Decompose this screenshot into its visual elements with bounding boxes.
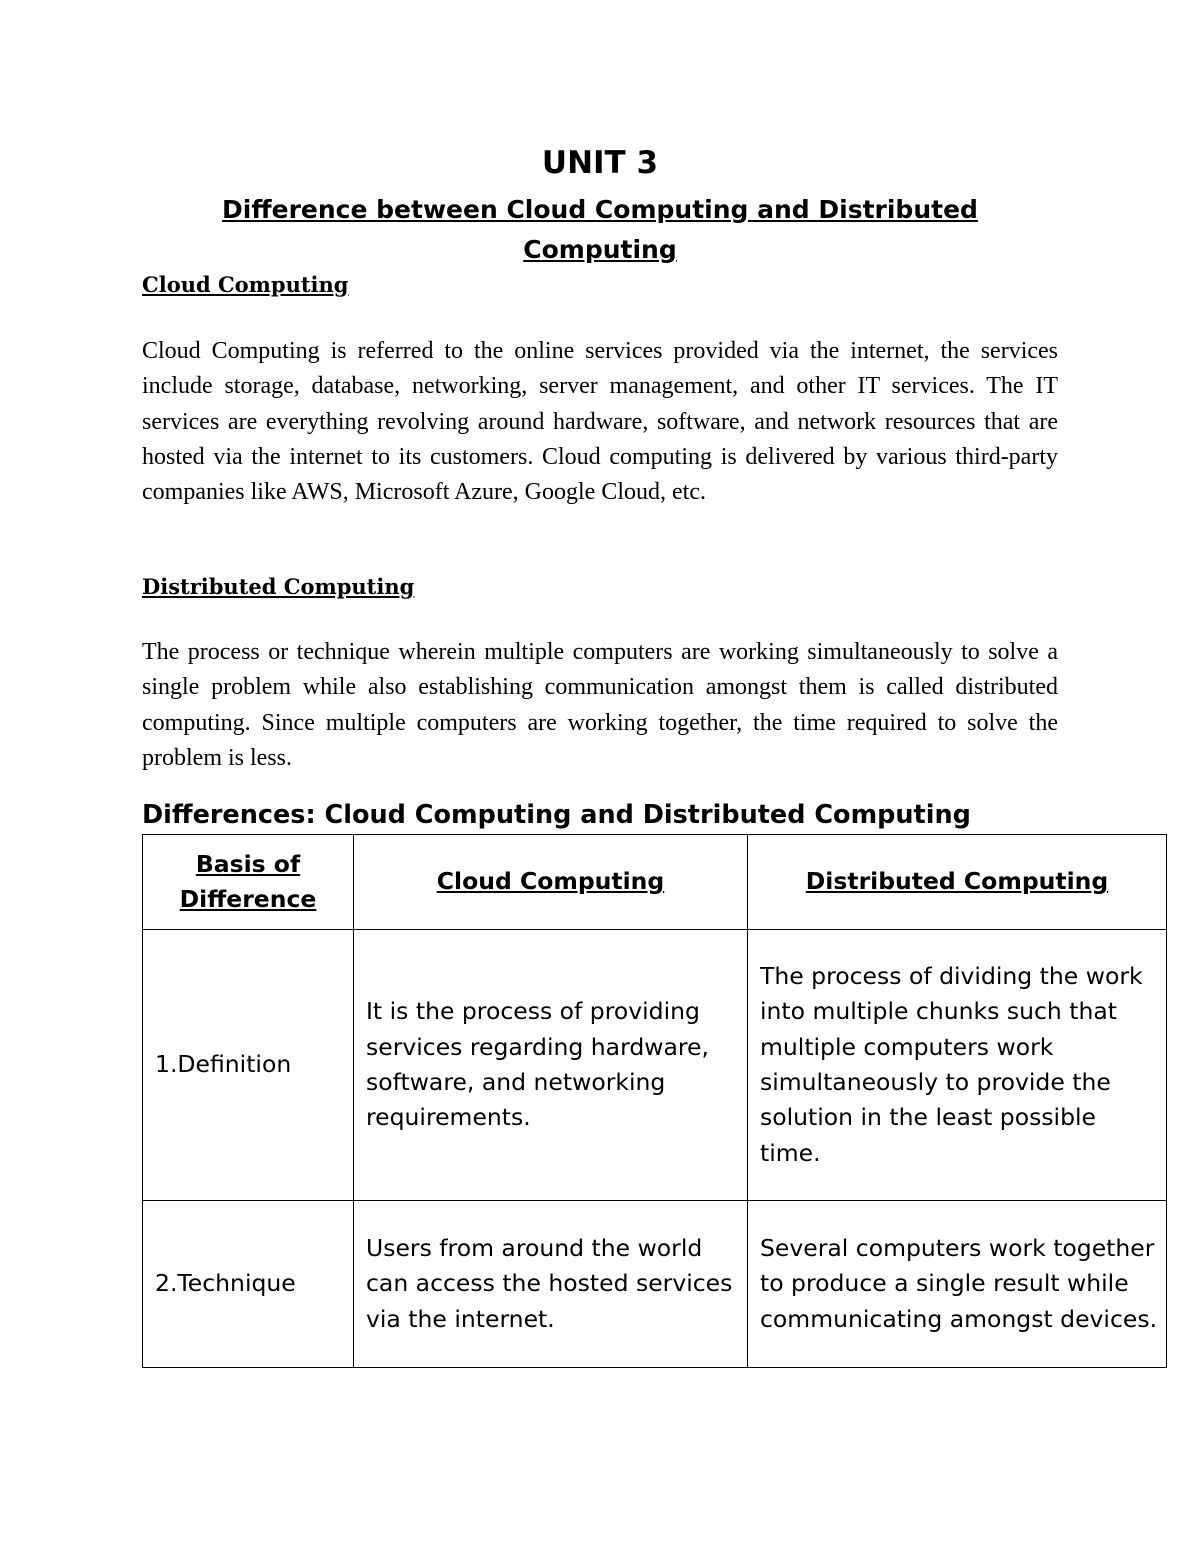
cell-cloud: It is the process of providing services regarding hardware, software, and networking requirements. xyxy=(354,930,748,1201)
cell-basis: 1.Definition xyxy=(143,930,354,1201)
section-heading-distributed-computing: Distributed Computing xyxy=(142,574,415,599)
cell-distributed: The process of dividing the work into multiple chunks such that multiple computers work simultaneously to provide the solution in the least possible time. xyxy=(748,930,1167,1201)
main-heading xyxy=(150,190,1050,270)
paragraph-distributed-computing: The process or technique wherein multiple computers are working simultaneously to solve a single problem while also establishing communication amongst them is called distributed computing. Since multiple computers are working together, the time required to solve the problem is less. xyxy=(142,639,1058,771)
cell-cloud: Users from around the world can access the hosted services via the internet. xyxy=(354,1201,748,1368)
main-heading-line-1: Difference between Cloud Computing and Distributed xyxy=(222,195,978,224)
header-basis-of-difference: Basis of Difference xyxy=(143,835,354,930)
header-cloud-computing: Cloud Computing xyxy=(354,835,748,930)
main-heading-line-2: Computing xyxy=(523,235,677,264)
header-distributed-computing: Distributed Computing xyxy=(748,835,1167,930)
cell-distributed: Several computers work together to produce a single result while communicating amongst devices. xyxy=(748,1201,1167,1368)
cell-basis: 2.Technique xyxy=(143,1201,354,1368)
table-header-row xyxy=(143,835,1167,930)
table-heading: Differences: Cloud Computing and Distributed Computing xyxy=(142,800,971,830)
unit-title: UNIT 3 xyxy=(541,145,659,181)
paragraph-cloud-computing: Cloud Computing is referred to the online services provided via the internet, the services include storage, database, networking, server management, and other IT services. The IT services are everything revolving around hardware, software, and network resources that are hosted via the internet to its customers. Cloud computing is delivered by various third-party companies like AWS, Microsoft Azure, Google Cloud, etc. xyxy=(142,338,1058,506)
table-row xyxy=(143,930,1167,1201)
section-heading-cloud-computing: Cloud Computing xyxy=(142,272,349,297)
table-row xyxy=(143,1201,1167,1368)
differences-table xyxy=(142,834,1167,1368)
